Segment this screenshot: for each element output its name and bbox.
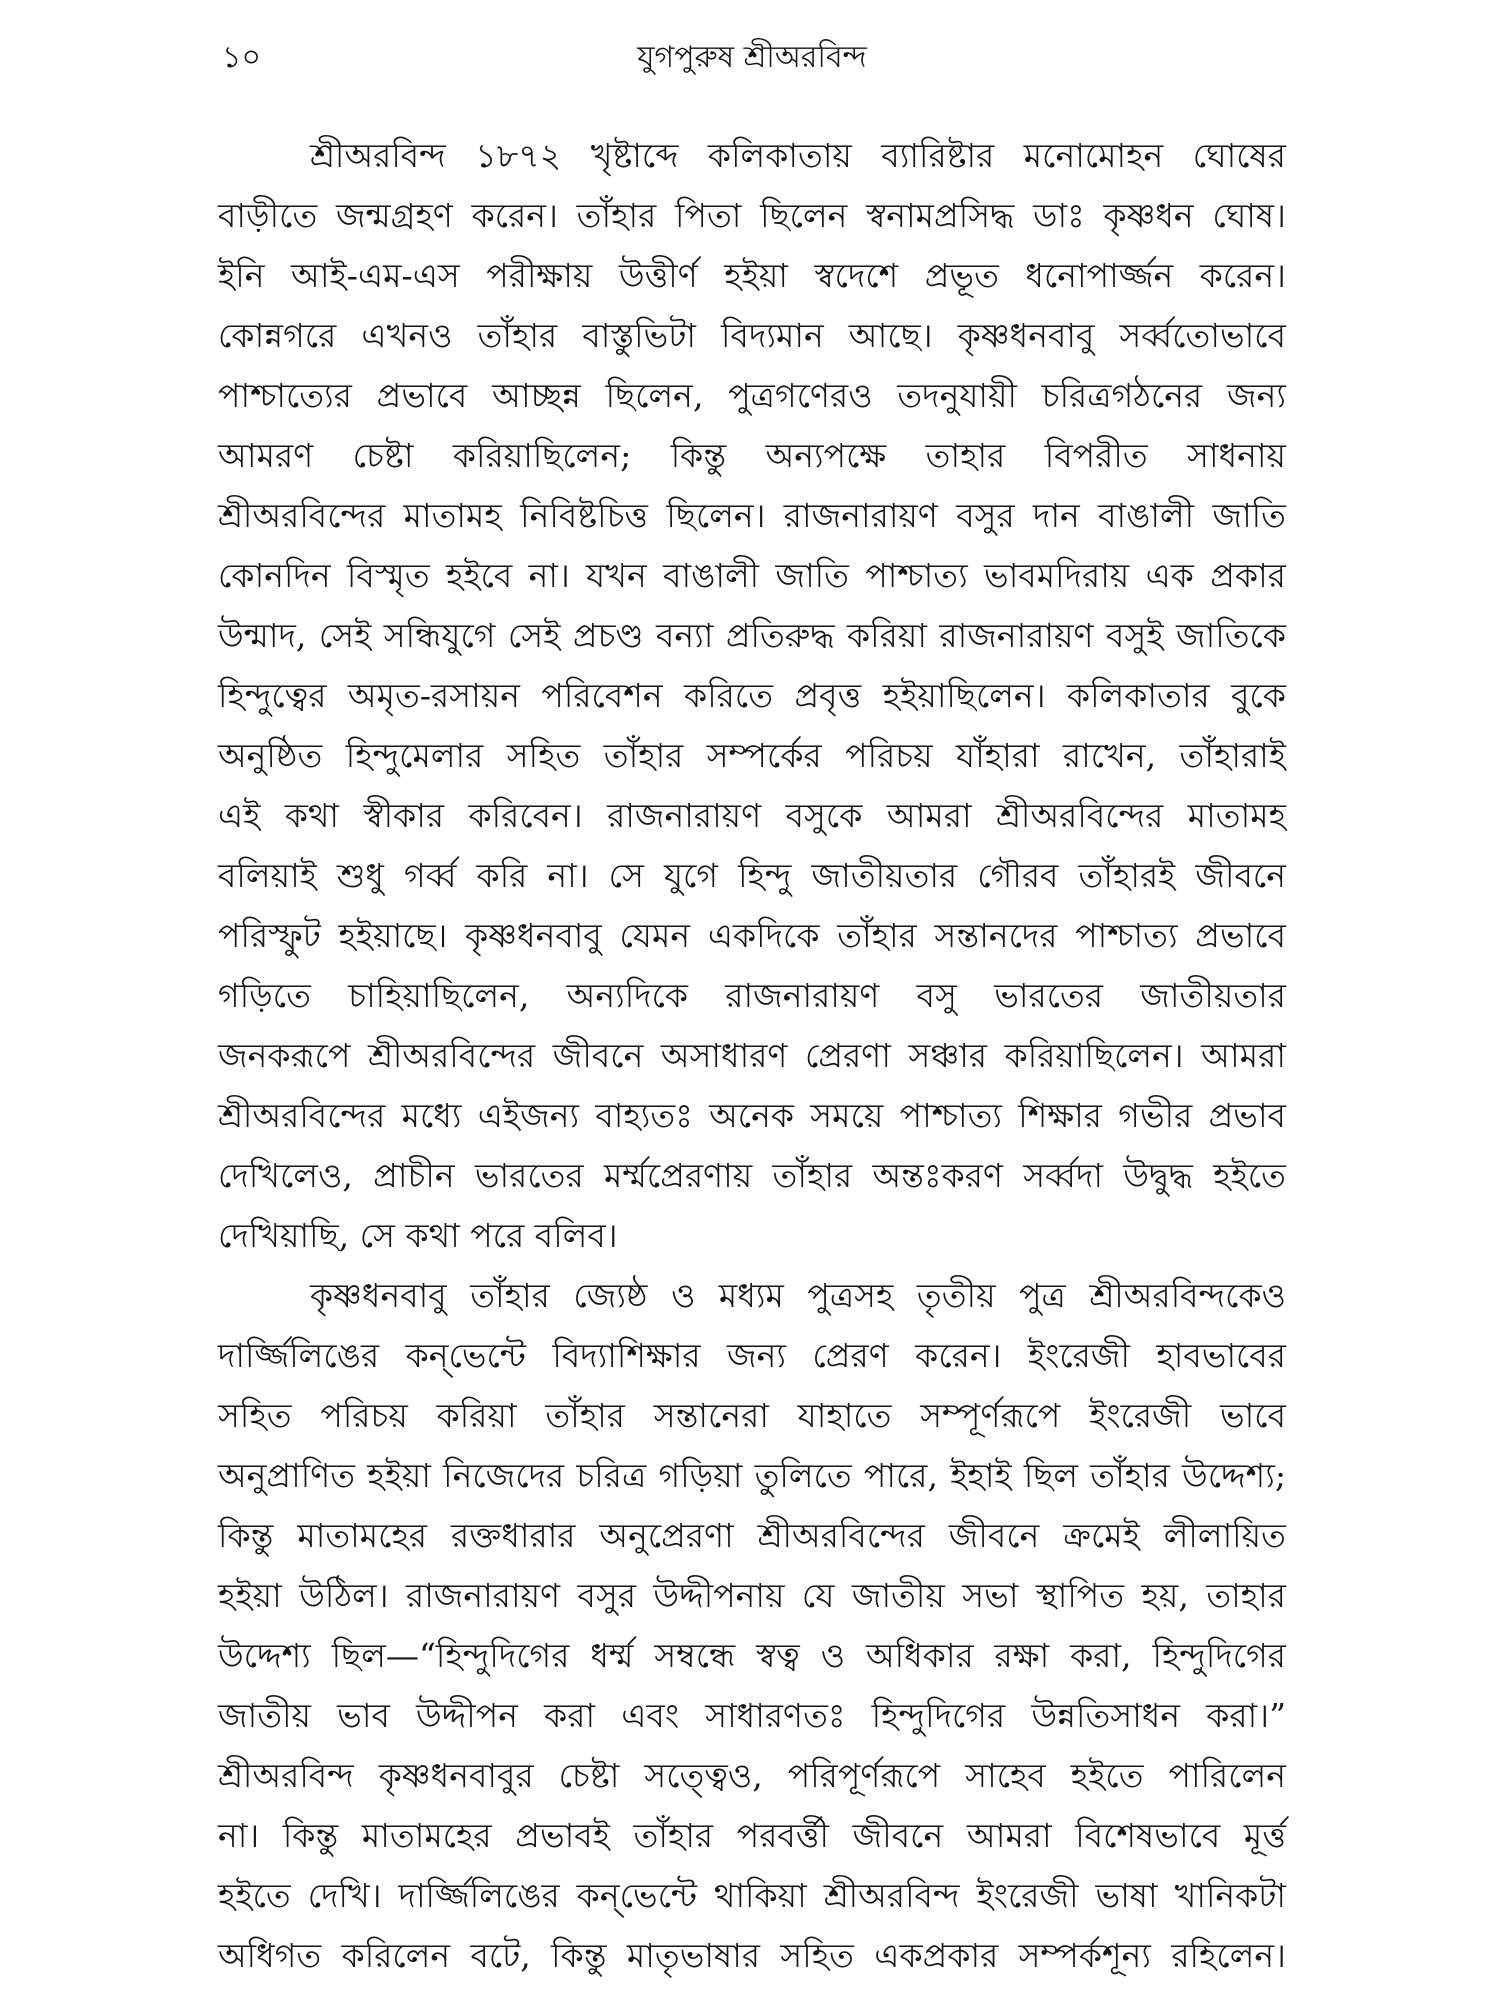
text-line: না। কিন্তু মাতামহের প্রভাবই তাঁহার পরবর্ত্তী জীবনে আমরা বিশেষভাবে মূর্ত্ত [218, 1816, 1286, 1855]
page-header [218, 36, 1286, 80]
text-line: পরিস্ফুট হইয়াছে। কৃষ্ণধনবাবু যেমন একদিকে তাঁহার সন্তানদের পাশ্চাত্য প্রভাবে [218, 916, 1286, 955]
text-line: গড়িতে চাহিয়াছিলেন, অন্যদিকে রাজনারায়ণ বসু ভারতের জাতীয়তার [218, 976, 1286, 1015]
text-line: শ্রীঅরবিন্দ ১৮৭২ খৃষ্টাব্দে কলিকাতায় ব্যারিষ্টার মনোমোহন ঘোষের [310, 136, 1286, 175]
text-line: শ্রীঅরবিন্দের মধ্যে এইজন্য বাহ্যতঃ অনেক সময়ে পাশ্চাত্য শিক্ষার গভীর প্রভাব [218, 1096, 1286, 1135]
text-line: এই কথা স্বীকার করিবেন। রাজনারায়ণ বসুকে আমরা শ্রীঅরবিন্দের মাতামহ [218, 796, 1286, 835]
text-line: দেখিয়াছি, সে কথা পরে বলিব। [218, 1216, 618, 1255]
text-line: আমরণ চেষ্টা করিয়াছিলেন; কিন্তু অন্যপক্ষে তাহার বিপরীত সাধনায় [218, 436, 1286, 475]
page-number: ১০ [222, 40, 261, 75]
text-line: পাশ্চাত্যের প্রভাবে আচ্ছন্ন ছিলেন, পুত্রগণেরও তদনুযায়ী চরিত্রগঠনের জন্য [218, 376, 1286, 415]
running-title: যুগপুরুষ শ্রীঅরবিন্দ [637, 40, 867, 75]
text-line: দার্জ্জিলিঙের কন্‌ভেন্টে বিদ্যাশিক্ষার জন্য প্রেরণ করেন। ইংরেজী হাবভাবের [218, 1336, 1286, 1375]
text-line: ইনি আই-এম-এস পরীক্ষায় উত্তীর্ণ হইয়া স্বদেশে প্রভূত ধনোপার্জ্জন করেন। [218, 256, 1286, 295]
text-line: হইতে দেখি। দার্জ্জিলিঙের কন্‌ভেন্টে থাকিয়া শ্রীঅরবিন্দ ইংরেজী ভাষা খানিকটা [218, 1876, 1286, 1915]
text-line: সহিত পরিচয় করিয়া তাঁহার সন্তানেরা যাহাতে সম্পূর্ণরূপে ইংরেজী ভাবে [218, 1396, 1286, 1435]
text-line: জনকরূপে শ্রীঅরবিন্দের জীবনে অসাধারণ প্রেরণা সঞ্চার করিয়াছিলেন। আমরা [218, 1036, 1286, 1075]
text-line: হিন্দুত্বের অমৃত-রসায়ন পরিবেশন করিতে প্রবৃত্ত হইয়াছিলেন। কলিকাতার বুকে [218, 676, 1286, 715]
paragraph [218, 126, 1286, 1266]
text-line: অধিগত করিলেন বটে, কিন্তু মাতৃভাষার সহিত একপ্রকার সম্পর্কশূন্য রহিলেন। [218, 1936, 1286, 1975]
text-line: কিন্তু মাতামহের রক্তধারার অনুপ্রেরণা শ্রীঅরবিন্দের জীবনে ক্রমেই লীলায়িত [218, 1516, 1286, 1555]
text-line: বলিয়াই শুধু গর্ব্ব করি না। সে যুগে হিন্দু জাতীয়তার গৌরব তাঁহারই জীবনে [218, 856, 1286, 895]
text-line: জাতীয় ভাব উদ্দীপন করা এবং সাধারণতঃ হিন্দুদিগের উন্নতিসাধন করা।” [218, 1696, 1286, 1735]
text-line: শ্রীঅরবিন্দ কৃষ্ণধনবাবুর চেষ্টা সত্ত্বেও, পরিপূর্ণরূপে সাহেব হইতে পারিলেন [218, 1756, 1286, 1795]
text-line: উন্মাদ, সেই সন্ধিযুগে সেই প্রচণ্ড বন্যা প্রতিরুদ্ধ করিয়া রাজনারায়ণ বসুই জাতিকে [218, 616, 1286, 655]
text-line: কোন্নগরে এখনও তাঁহার বাস্তুভিটা বিদ্যমান আছে। কৃষ্ণধনবাবু সর্ব্বতোভাবে [218, 316, 1286, 355]
text-line: অনুপ্রাণিত হইয়া নিজেদের চরিত্র গড়িয়া তুলিতে পারে, ইহাই ছিল তাঁহার উদ্দেশ্য; [218, 1456, 1286, 1495]
text-line: শ্রীঅরবিন্দের মাতামহ নিবিষ্টচিত্ত ছিলেন। রাজনারায়ণ বসুর দান বাঙালী জাতি [218, 496, 1286, 535]
text-line: উদ্দেশ্য ছিল—“হিন্দুদিগের ধর্ম্ম সম্বন্ধে স্বত্ব ও অধিকার রক্ষা করা, হিন্দুদিগের [218, 1636, 1286, 1675]
text-line: হইয়া উঠিল। রাজনারায়ণ বসুর উদ্দীপনায় যে জাতীয় সভা স্থাপিত হয়, তাহার [218, 1576, 1286, 1615]
text-line: দেখিলেও, প্রাচীন ভারতের মর্ম্মপ্রেরণায় তাঁহার অন্তঃকরণ সর্ব্বদা উদ্বুদ্ধ হইতে [218, 1156, 1286, 1195]
text-line: বাড়ীতে জন্মগ্রহণ করেন। তাঁহার পিতা ছিলেন স্বনামপ্রসিদ্ধ ডাঃ কৃষ্ণধন ঘোষ। [218, 196, 1286, 235]
text-line: কোনদিন বিস্মৃত হইবে না। যখন বাঙালী জাতি পাশ্চাত্য ভাবমদিরায় এক প্রকার [218, 556, 1286, 595]
paragraph [218, 1266, 1286, 1986]
text-line: কৃষ্ণধনবাবু তাঁহার জ্যেষ্ঠ ও মধ্যম পুত্রসহ তৃতীয় পুত্র শ্রীঅরবিন্দকেও [310, 1276, 1286, 1315]
text-line: অনুষ্ঠিত হিন্দুমেলার সহিত তাঁহার সম্পর্কের পরিচয় যাঁহারা রাখেন, তাঁহারাই [218, 736, 1286, 775]
page-body [218, 126, 1286, 1986]
